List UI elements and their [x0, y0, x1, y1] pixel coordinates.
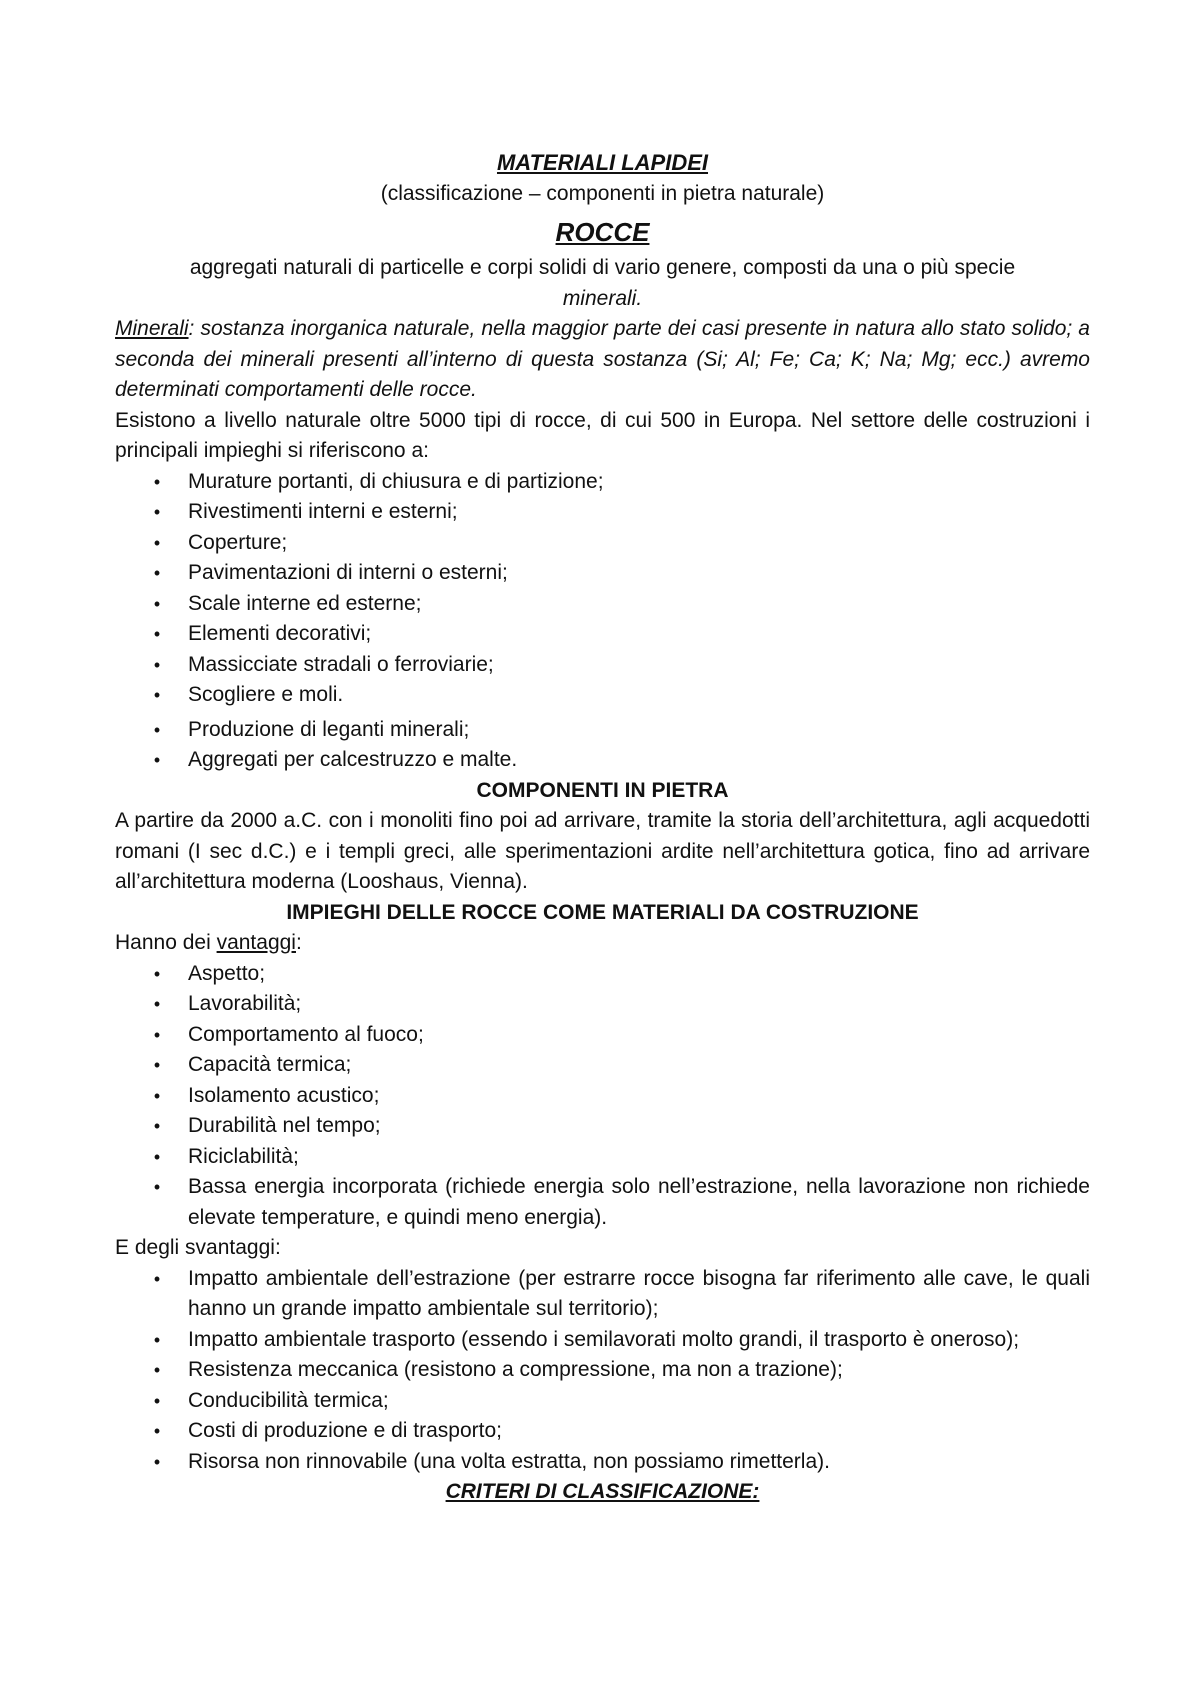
- list-item-text: Murature portanti, di chiusura e di partizione;: [188, 469, 604, 493]
- list-item: [153, 497, 1090, 528]
- vantaggi-label: vantaggi: [216, 931, 296, 954]
- bullet-icon: •: [153, 1360, 161, 1380]
- bullet-icon: •: [153, 1085, 161, 1106]
- list-item: [153, 528, 1090, 559]
- list-item-text: Lavorabilità;: [188, 992, 302, 1015]
- vantaggi-suffix: :: [295, 931, 302, 954]
- list-item: [153, 1172, 1090, 1233]
- list-item-text: Durabilità nel tempo;: [188, 1114, 381, 1137]
- bullet-icon: •: [153, 1329, 161, 1350]
- list-item: [153, 1325, 1090, 1356]
- rocce-definition-line1: aggregati naturali di particelle e corpi solidi di vario genere, composti da una o più specie: [189, 256, 1016, 279]
- list-item: [153, 1447, 1090, 1478]
- bullet-icon: •: [153, 685, 161, 705]
- list-item-text: Elementi decorativi;: [188, 622, 372, 645]
- list-item-text: Conducibilità termica;: [188, 1388, 389, 1412]
- uses-list: [115, 467, 1090, 711]
- document-title: MATERIALI LAPIDEI: [496, 150, 709, 175]
- list-item-text: Produzione di leganti minerali;: [188, 717, 470, 741]
- bullet-icon: •: [153, 502, 161, 522]
- list-item-text: Scale interne ed esterne;: [188, 591, 422, 615]
- list-item: [153, 1142, 1090, 1173]
- list-item: [153, 1264, 1090, 1325]
- minerali-label: Minerali: [115, 317, 189, 340]
- impieghi-heading: IMPIEGHI DELLE ROCCE COME MATERIALI DA COSTRUZIONE: [286, 900, 919, 924]
- list-item: [153, 745, 1090, 776]
- componenti-text: A partire da 2000 a.C. con i monoliti fino poi ad arrivare, tramite la storia dell’architettura, agli acquedotti romani (I sec d.C.) e i templi greci, alle sperimentazioni ardite nell’architettura gotica, fino ad arrivare all’architettura moderna (Looshaus, Vienna).: [115, 809, 1090, 893]
- bullet-icon: •: [153, 719, 161, 740]
- bullet-icon: •: [153, 1421, 161, 1441]
- list-item: [153, 1416, 1090, 1447]
- bullet-icon: •: [153, 624, 161, 644]
- bullet-icon: •: [153, 1268, 161, 1289]
- list-item-text: Capacità termica;: [188, 1053, 352, 1076]
- list-item: [153, 558, 1090, 589]
- document-subtitle: (classificazione – componenti in pietra naturale): [380, 181, 825, 205]
- document-page: [115, 148, 1090, 1508]
- list-item-text: Comportamento al fuoco;: [188, 1022, 424, 1046]
- list-item-text: Rivestimenti interni e esterni;: [188, 500, 458, 523]
- list-item: [153, 467, 1090, 498]
- list-item: [153, 1111, 1090, 1142]
- list-item: [153, 1081, 1090, 1112]
- bullet-icon: •: [153, 750, 161, 770]
- bullet-icon: •: [153, 563, 161, 583]
- bullet-icon: •: [153, 654, 161, 675]
- list-item: [153, 680, 1090, 711]
- list-item: [153, 1020, 1090, 1051]
- bullet-icon: •: [153, 1390, 161, 1411]
- list-item-text: Coperture;: [188, 530, 288, 554]
- list-item: [153, 959, 1090, 990]
- list-item-text: Costi di produzione e di trasporto;: [188, 1419, 503, 1442]
- list-item-text: Massicciate stradali o ferroviarie;: [188, 652, 494, 676]
- bullet-icon: •: [153, 1055, 161, 1075]
- list-item-text: Isolamento acustico;: [188, 1083, 380, 1107]
- bullet-icon: •: [153, 1146, 161, 1167]
- bullet-icon: •: [153, 593, 161, 614]
- list-item-text: Aspetto;: [188, 961, 266, 985]
- bullet-icon: •: [153, 1024, 161, 1045]
- bullet-icon: •: [153, 532, 161, 553]
- list-item-text: Scogliere e moli.: [188, 683, 344, 706]
- list-item: [153, 650, 1090, 681]
- list-item-text: Resistenza meccanica (resistono a compressione, ma non a trazione);: [188, 1358, 843, 1381]
- svantaggi-intro: E degli svantaggi:: [115, 1236, 281, 1259]
- minerali-paragraph: [115, 314, 1090, 406]
- bullet-icon: •: [153, 471, 161, 492]
- list-item-text: Riciclabilità;: [188, 1144, 299, 1168]
- list-item: [153, 1050, 1090, 1081]
- list-item-text: Aggregati per calcestruzzo e malte.: [188, 748, 518, 771]
- list-item-text: Pavimentazioni di interni o esterni;: [188, 561, 508, 584]
- vantaggi-intro: [115, 928, 1090, 959]
- vantaggi-list: [115, 959, 1090, 1234]
- componenti-heading: COMPONENTI IN PIETRA: [476, 778, 729, 802]
- list-item: [153, 715, 1090, 746]
- bullet-icon: •: [153, 1116, 161, 1136]
- list-item-text: Risorsa non rinnovabile (una volta estratta, non possiamo rimetterla).: [188, 1449, 830, 1473]
- rocce-definition-line2: minerali.: [562, 286, 643, 310]
- bullet-icon: •: [153, 994, 161, 1014]
- rocce-intro: Esistono a livello naturale oltre 5000 tipi di rocce, di cui 500 in Europa. Nel settore delle costruzioni i principali impieghi si riferiscono a:: [115, 408, 1090, 462]
- list-item: [153, 589, 1090, 620]
- bullet-icon: •: [153, 1451, 161, 1472]
- list-item: [153, 1386, 1090, 1417]
- bullet-icon: •: [153, 963, 161, 984]
- criteri-heading: CRITERI DI CLASSIFICAZIONE:: [445, 1480, 760, 1503]
- vantaggi-prefix: Hanno dei: [115, 931, 217, 954]
- list-item: [153, 619, 1090, 650]
- svantaggi-list: [115, 1264, 1090, 1478]
- bullet-icon: •: [153, 1177, 161, 1197]
- minerali-text: : sostanza inorganica naturale, nella maggior parte dei casi presente in natura allo stato solido; a seconda dei minerali presenti all’interno di questa sostanza (Si; Al; Fe; Ca; K; Na; Mg; ecc.) avremo determinati comportamenti delle rocce.: [115, 317, 1090, 401]
- list-item-text: Bassa energia incorporata (richiede energia solo nell’estrazione, nella lavorazione non richiede elevate temperature, e quindi meno energia).: [188, 1175, 1090, 1229]
- rocce-heading: ROCCE: [555, 217, 650, 247]
- uses-extra-list: [115, 715, 1090, 776]
- list-item: [153, 1355, 1090, 1386]
- list-item-text: Impatto ambientale trasporto (essendo i semilavorati molto grandi, il trasporto è oneroso);: [188, 1327, 1020, 1351]
- list-item-text: Impatto ambientale dell’estrazione (per estrarre rocce bisogna far riferimento alle cave, le quali hanno un grande impatto ambientale sul territorio);: [188, 1266, 1090, 1320]
- list-item: [153, 989, 1090, 1020]
